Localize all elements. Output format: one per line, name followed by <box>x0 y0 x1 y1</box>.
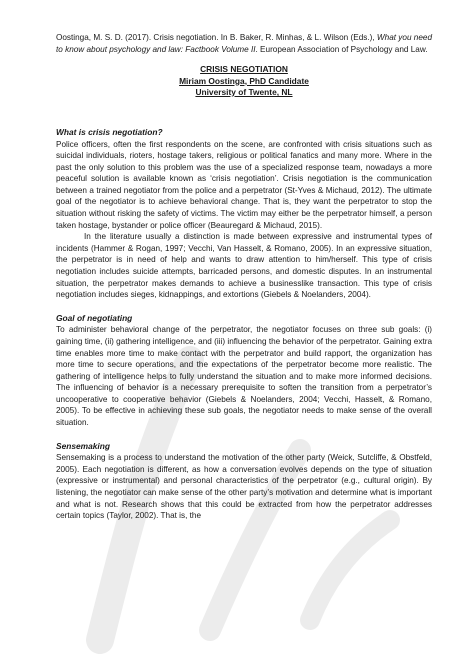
section-sensemaking <box>56 441 432 522</box>
section-heading: Sensemaking <box>56 440 110 451</box>
paragraph: In the literature usually a distinction is made between expressive and instrumental types of incidents (Hammer & Rogan, 1997; Vecchi, Van Hasselt, & Romano, 2005). In an expressive situation, the perpetrator is in need of help and wants to draw attention to him/herself. This type of crisis negotiation includes suicide attempts, barricaded persons, and domestic disputes. In an instrumental situation, the perpetrator makes demands to achieve a businesslike transaction. This type of crisis negotiation includes sieges, kidnappings, and extortions (Giebels & Noelanders, 2004). <box>56 232 432 300</box>
paragraph: Sensemaking is a process to understand the motivation of the other party (Weick, Sutcliffe, & Obstfeld, 2005). Each negotiation is different, as how a conversation evolves depends on the type of situation (expressive or instrumental) and personal characteristics of the perpetrator (e.g., cultural origin). By listening, the negotiator can make sense of the other party’s motivation and determine what is important and what is not. Research shows that this could be extracted from how the perpetrator addresses certain topics (Taylor, 2002). That is, the <box>56 453 432 521</box>
citation-prefix: Oostinga, M. S. D. (2017). Crisis negotiation. In B. Baker, R. Minhas, & L. Wilson (Eds.), <box>56 33 377 42</box>
section-heading: Goal of negotiating <box>56 312 133 323</box>
section-goal-of-negotiating <box>56 313 432 429</box>
document-header <box>56 64 432 99</box>
section-heading: What is crisis negotiation? <box>56 127 163 137</box>
citation-suffix: . European Association of Psychology and Law. <box>255 44 428 54</box>
document-body <box>56 127 432 522</box>
author-affiliation: University of Twente, NL <box>195 87 293 97</box>
citation-book-title: What you need to know about psychology and law: Factbook Volume II <box>56 33 432 54</box>
citation <box>56 32 432 55</box>
paragraph: Police officers, often the first respondents on the scene, are confronted with crisis situations such as suicidal individuals, rioters, hostage takers, religious or political fanatics and many more. Where in the past the only solution to this problem was the use of a specialized response team, nowadays a more peaceful solution is available known as ‘crisis negotiation’. Crisis negotiation is the communication between a trained negotiator from the police and a perpetrator (St-Yves & Michaud, 2012). The ultimate goal of the negotiator is to achieve behavioral change. That is, they want the perpetrator to stop the situation without risking the safety of victims. The victim may either be the perpetrator himself, a person taken hostage, bystander or police officer (Beauregard & Michaud, 2015). <box>56 139 432 230</box>
section-what-is-crisis-negotiation <box>56 127 432 301</box>
author-name: Miriam Oostinga, PhD Candidate <box>179 75 309 86</box>
paragraph: To administer behavioral change of the perpetrator, the negotiator focuses on three sub goals: (i) gaining time, (ii) gathering intelligence, and (iii) influencing the behavior of the perpetrator. Gaining extra time enables more time to make contact with the perpetrator and build rapport, the organization has more time to secure operations, and the expectations of the perpetrator become more realistic. The gathering of intelligence helps to fully understand the situation and to make more informed decisions. The influencing of behavior is a necessary prerequisite to soften the transition from a perpetrator’s uncooperative to cooperative behavior (Giebels & Noelanders, 2004; Vecchi, Hasselt, & Romano, 2005). To be effective in achieving these sub goals, the negotiator needs to make sense of the overall situation. <box>56 325 432 428</box>
document-title: CRISIS NEGOTIATION <box>200 64 288 74</box>
